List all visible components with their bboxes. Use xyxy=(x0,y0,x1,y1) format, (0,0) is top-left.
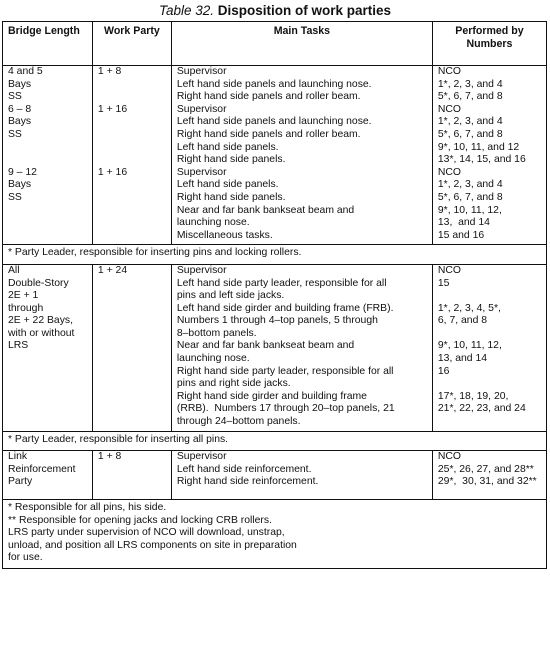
cell-line: with or without xyxy=(8,327,75,339)
cell-line: through 24–bottom panels. xyxy=(176,416,301,428)
cell-line: 8–bottom panels. xyxy=(176,327,257,339)
cell-line: NCO xyxy=(437,166,461,178)
cell-line: ** Responsible for opening jacks and locking CRB rollers. xyxy=(8,514,272,526)
cell-line: NCO xyxy=(437,66,461,77)
cell-line: Right hand side panels and roller beam. xyxy=(176,91,361,103)
cell-line: 9*, 10, 11, and 12 xyxy=(437,141,520,153)
cell-line: Bays xyxy=(8,116,32,128)
cell-line: 5*, 6, 7, and 8 xyxy=(437,128,503,140)
main-tasks-cell xyxy=(171,104,432,167)
cell-line: LRS party under supervision of NCO will download, unstrap, xyxy=(8,527,285,539)
numbers-cell xyxy=(432,66,546,104)
cell-line: Near and far bank bankseat beam and xyxy=(176,340,355,352)
cell-line: launching nose. xyxy=(176,353,250,365)
cell-line: 13, and 14 xyxy=(437,217,490,229)
table-row xyxy=(3,167,547,245)
cell-line: 25*, 26, 27, and 28** xyxy=(437,463,534,475)
cell-line: Left hand side panels. xyxy=(176,179,279,191)
cell-line: 1*, 2, 3, 4, 5*, xyxy=(437,302,501,314)
table-caption: Disposition of work parties xyxy=(217,3,392,18)
cell-line xyxy=(438,290,541,303)
cell-line: 17*, 18, 19, 20, xyxy=(437,390,509,402)
bridge-length-cell xyxy=(3,451,93,500)
header-performed-by xyxy=(432,22,546,66)
cell-line: 13, and 14 xyxy=(437,353,488,365)
work-party-cell: 1 + 16 xyxy=(92,167,171,245)
cell-line: Numbers 1 through 4–top panels, 5 through xyxy=(176,315,378,327)
table-row xyxy=(3,264,547,431)
cell-line: pins and left side jacks. xyxy=(176,290,285,302)
cell-line: Right hand side girder and building frame xyxy=(176,390,367,402)
cell-line xyxy=(438,416,541,429)
cell-line: 2E + 1 xyxy=(8,290,39,302)
numbers-cell xyxy=(432,451,546,500)
cell-line: Link xyxy=(8,451,28,463)
cell-line: Right hand side reinforcement. xyxy=(176,476,319,488)
cell-line: 2E + 22 Bays, xyxy=(8,315,73,327)
cell-line: NCO xyxy=(437,451,461,463)
table-footnotes xyxy=(3,500,547,569)
work-party-cell: 1 + 24 xyxy=(92,264,171,431)
cell-line: Right hand side panels. xyxy=(176,154,286,166)
cell-line: All xyxy=(8,264,20,276)
cell-line: 9*, 10, 11, 12, xyxy=(437,340,502,352)
bridge-length-cell xyxy=(3,264,93,431)
cell-line: pins and right side jacks. xyxy=(176,378,291,390)
table-number: Table 32. xyxy=(158,3,214,18)
cell-line: through xyxy=(8,302,44,314)
main-tasks-cell xyxy=(171,451,432,500)
main-tasks-cell xyxy=(171,167,432,245)
cell-line: Double-Story xyxy=(8,277,69,289)
cell-line: unload, and position all LRS components on site in preparation xyxy=(8,539,297,551)
cell-line: Right hand side panels. xyxy=(176,191,286,203)
table-note-row xyxy=(3,245,547,265)
cell-line: * Responsible for all pins, his side. xyxy=(8,502,167,513)
cell-line: Right hand side party leader, responsible for all xyxy=(176,365,394,377)
table-row xyxy=(3,66,547,104)
cell-line: Left hand side panels. xyxy=(176,141,279,153)
cell-line: Left hand side panels and launching nose. xyxy=(176,116,372,128)
cell-line: LRS xyxy=(8,340,29,352)
cell-line: Left hand side panels and launching nose. xyxy=(176,78,372,90)
bridge-length-cell xyxy=(3,66,93,104)
cell-line: Near and far bank bankseat beam and xyxy=(176,204,355,216)
party-leader-note: * Party Leader, responsible for inserting all pins. xyxy=(3,431,547,451)
cell-line: 6 – 8 xyxy=(8,103,32,115)
table-title xyxy=(0,0,550,22)
header-main-tasks: Main Tasks xyxy=(171,22,432,66)
table-row xyxy=(3,104,547,167)
bridge-length-cell xyxy=(3,167,93,245)
table-note-row xyxy=(3,431,547,451)
numbers-cell xyxy=(432,104,546,167)
cell-line: Left hand side girder and building frame (FRB). xyxy=(176,302,394,314)
cell-line: Party xyxy=(8,476,33,488)
cell-line: 1*, 2, 3, and 4 xyxy=(437,116,503,128)
cell-line: SS xyxy=(8,91,22,103)
work-party-cell: 1 + 8 xyxy=(92,451,171,500)
cell-line: SS xyxy=(8,191,22,203)
cell-line: 1*, 2, 3, and 4 xyxy=(437,179,503,191)
header-bridge-length: Bridge Length xyxy=(3,22,93,66)
cell-line xyxy=(438,378,541,391)
cell-line: 9 – 12 xyxy=(8,166,37,178)
cell-line: 16 xyxy=(437,365,450,377)
cell-line: SS xyxy=(8,128,22,140)
numbers-cell xyxy=(432,167,546,245)
cell-line xyxy=(438,328,541,341)
cell-line: 5*, 6, 7, and 8 xyxy=(437,91,503,103)
cell-line: Left hand side reinforcement. xyxy=(176,463,312,475)
cell-line: Supervisor xyxy=(176,451,227,463)
cell-line: Left hand side party leader, responsible for all xyxy=(176,277,387,289)
cell-line: 4 and 5 xyxy=(8,66,43,77)
cell-line: 6, 7, and 8 xyxy=(437,315,488,327)
cell-line: 21*, 22, 23, and 24 xyxy=(437,403,526,415)
header-performed-by-line: Numbers xyxy=(466,37,513,50)
work-party-table xyxy=(2,21,547,569)
cell-line: for use. xyxy=(8,552,43,564)
cell-line: 5*, 6, 7, and 8 xyxy=(437,191,503,203)
cell-line: Reinforcement xyxy=(8,463,76,475)
party-leader-note: * Party Leader, responsible for inserting pins and locking rollers. xyxy=(3,245,547,265)
main-tasks-cell xyxy=(171,66,432,104)
cell-line: 9*, 10, 11, 12, xyxy=(437,204,502,216)
table-row xyxy=(3,451,547,500)
cell-line: launching nose. xyxy=(176,217,250,229)
header-performed-by-line: Performed by xyxy=(455,25,524,37)
cell-line: 15 and 16 xyxy=(437,229,485,241)
main-tasks-cell xyxy=(171,264,432,431)
table-header-row xyxy=(3,22,547,66)
cell-line: 15 xyxy=(437,277,450,289)
cell-line: NCO xyxy=(437,103,461,115)
cell-line: NCO xyxy=(437,264,461,276)
table-footer-row xyxy=(3,500,547,569)
cell-line: Bays xyxy=(8,179,32,191)
work-party-cell: 1 + 16 xyxy=(92,104,171,167)
cell-line: 29*, 30, 31, and 32** xyxy=(437,476,537,488)
numbers-cell xyxy=(432,264,546,431)
cell-line: Right hand side panels and roller beam. xyxy=(176,128,361,140)
cell-line: 1*, 2, 3, and 4 xyxy=(437,78,503,90)
header-work-party: Work Party xyxy=(92,22,171,66)
cell-line: 13*, 14, 15, and 16 xyxy=(437,154,526,166)
cell-line: Supervisor xyxy=(176,166,227,178)
work-party-cell: 1 + 8 xyxy=(92,66,171,104)
cell-line: Supervisor xyxy=(176,103,227,115)
cell-line: Miscellaneous tasks. xyxy=(176,229,273,241)
cell-line: Supervisor xyxy=(176,66,227,77)
bridge-length-cell xyxy=(3,104,93,167)
cell-line: (RRB). Numbers 17 through 20–top panels, 21 xyxy=(176,403,395,415)
cell-line: Supervisor xyxy=(176,264,227,276)
cell-line: Bays xyxy=(8,78,32,90)
